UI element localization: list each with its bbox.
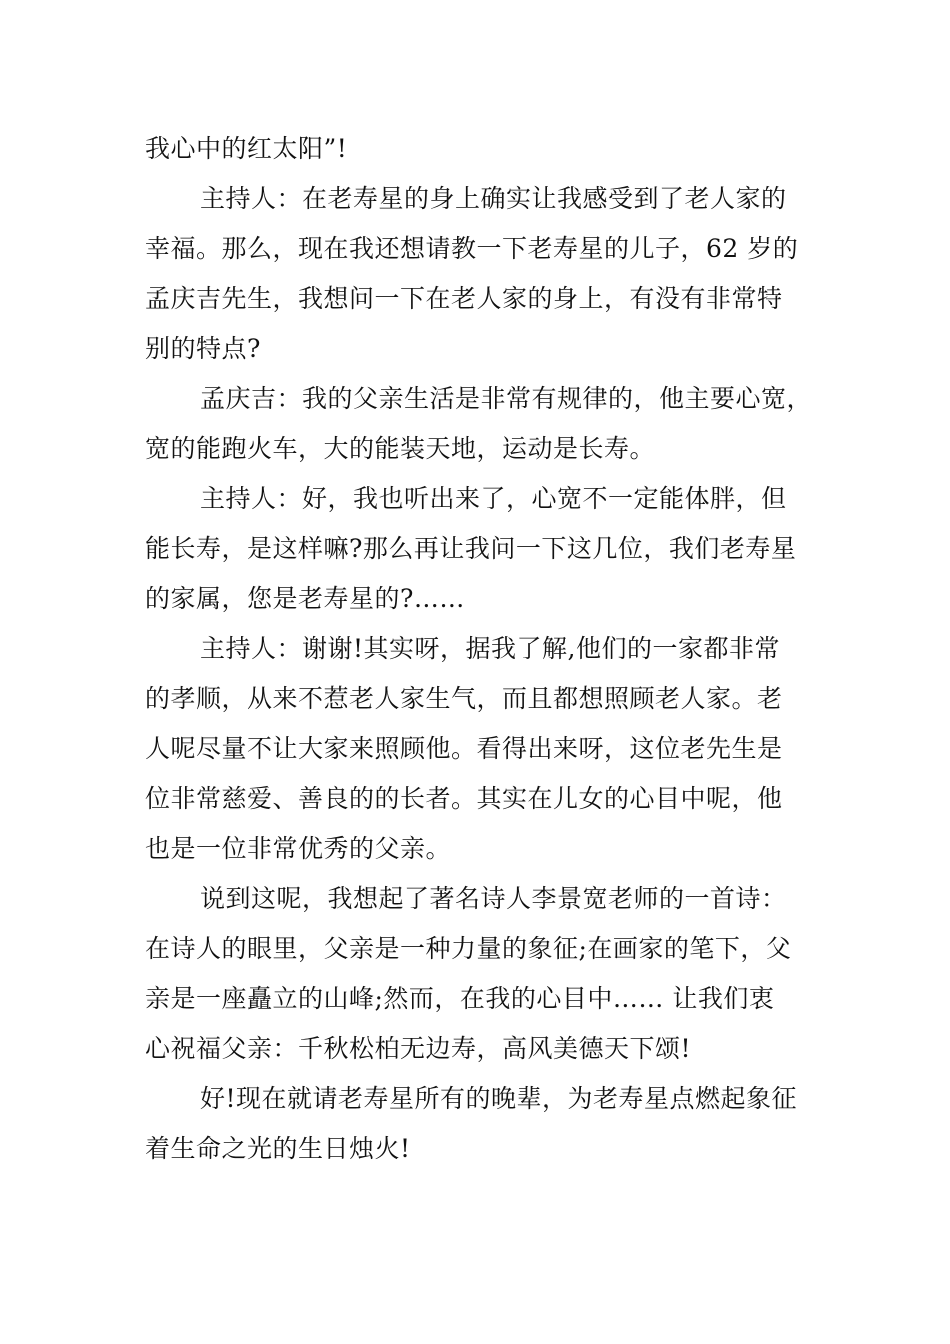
text-line: 孟庆吉先生，我想问一下在老人家的身上，有没有非常特 bbox=[145, 284, 783, 313]
text-line: 主持人：谢谢!其实呀，据我了解,他们的一家都非常 bbox=[200, 634, 780, 663]
text-line: 亲是一座矗立的山峰;然而，在我的心目中…… 让我们衷 bbox=[145, 984, 775, 1013]
text-line: 的家属，您是老寿星的?…… bbox=[145, 584, 465, 613]
text-line: 位非常慈爱、善良的的长者。其实在儿女的心目中呢，他 bbox=[145, 784, 783, 813]
text-line: 主持人：好，我也听出来了，心宽不一定能体胖，但 bbox=[200, 484, 787, 513]
text-line: 人呢尽量不让大家来照顾他。看得出来呀，这位老先生是 bbox=[145, 734, 783, 763]
text-line: 幸福。那么，现在我还想请教一下老寿星的儿子，62 岁的 bbox=[145, 234, 799, 263]
text-line: 的孝顺，从来不惹老人家生气，而且都想照顾老人家。老 bbox=[145, 684, 783, 713]
text-line: 在诗人的眼里，父亲是一种力量的象征;在画家的笔下，父 bbox=[145, 934, 792, 963]
text-line: 宽的能跑火车，大的能装天地，运动是长寿。 bbox=[145, 434, 656, 463]
text-line: 能长寿，是这样嘛?那么再让我问一下这几位，我们老寿星 bbox=[145, 534, 797, 563]
text-line: 心祝福父亲：千秋松柏无边寿，高风美德天下颂! bbox=[145, 1034, 692, 1063]
text-line: 我心中的红太阳”! bbox=[145, 134, 348, 163]
text-line: 也是一位非常优秀的父亲。 bbox=[145, 834, 452, 863]
text-line: 好!现在就请老寿星所有的晚辈，为老寿星点燃起象征 bbox=[200, 1084, 798, 1113]
text-line: 主持人：在老寿星的身上确实让我感受到了老人家的 bbox=[200, 184, 787, 213]
text-line: 别的特点? bbox=[145, 334, 261, 363]
text-line: 着生命之光的生日烛火! bbox=[145, 1134, 411, 1163]
text-line: 说到这呢，我想起了著名诗人李景宽老师的一首诗： bbox=[200, 884, 787, 913]
text-line: 孟庆吉：我的父亲生活是非常有规律的，他主要心宽， bbox=[200, 384, 813, 413]
